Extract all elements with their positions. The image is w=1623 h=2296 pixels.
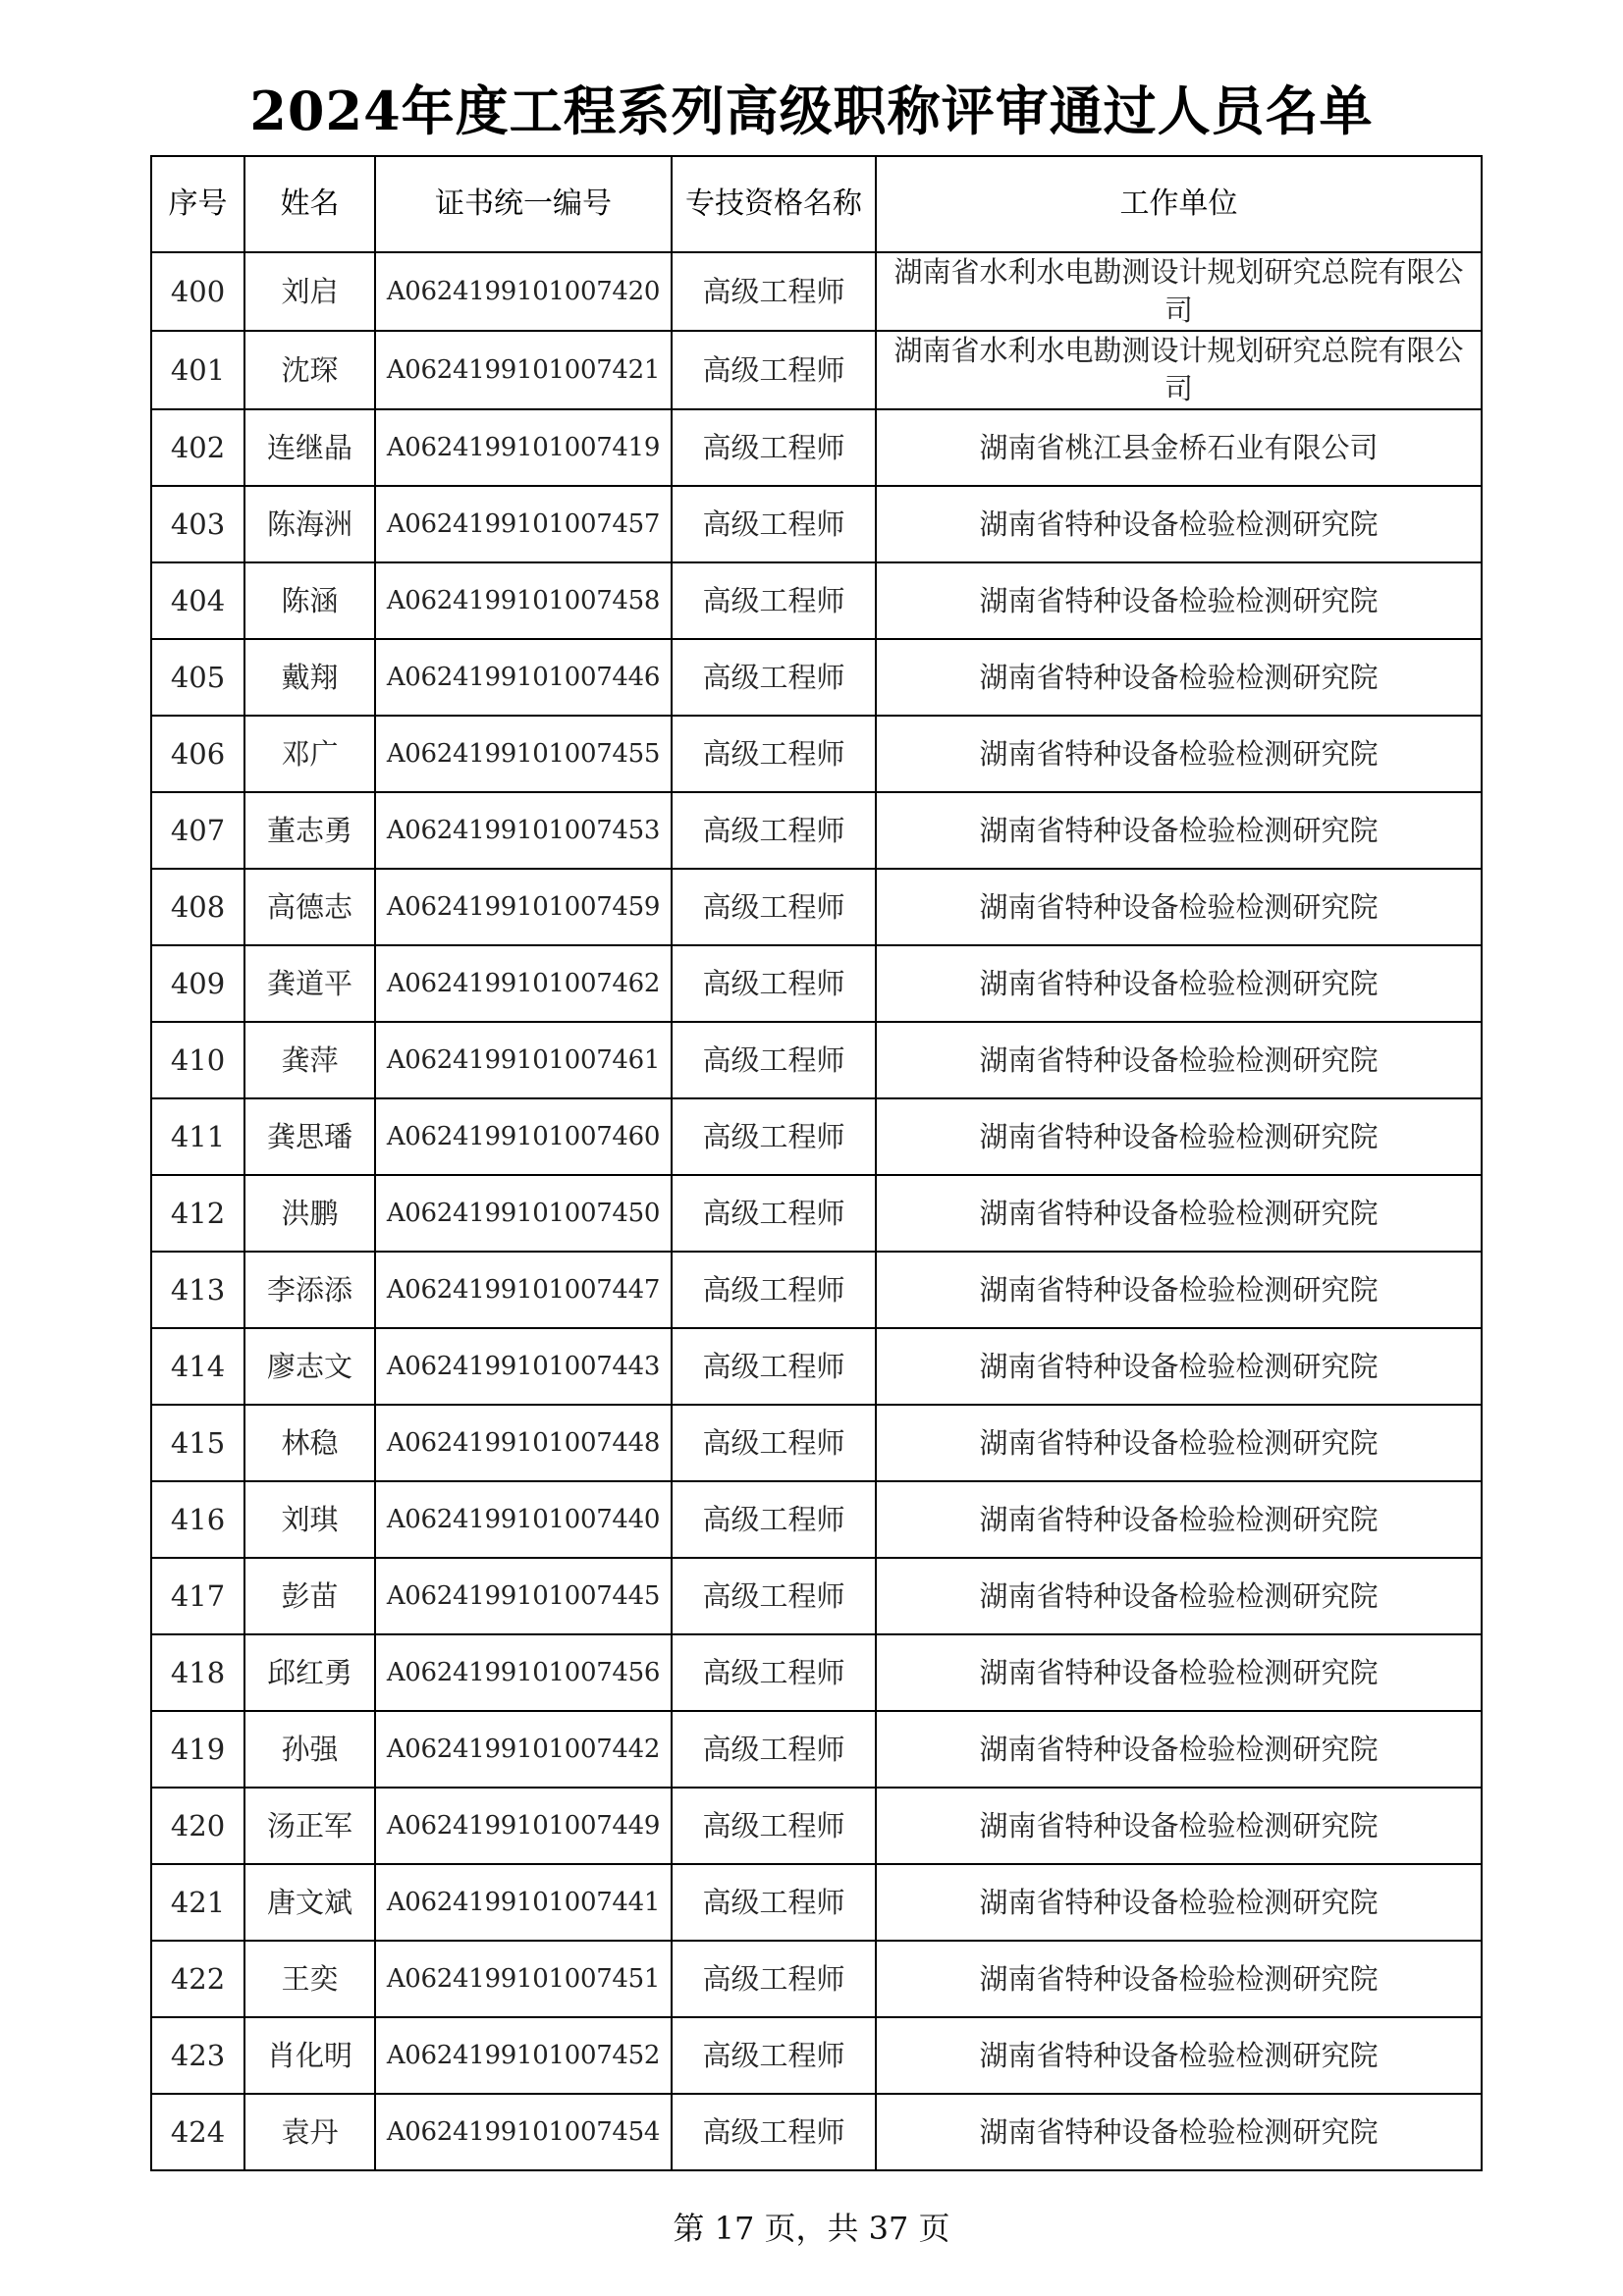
cell-seq: 414: [151, 1328, 244, 1405]
cell-cert: A0624199101007459: [375, 869, 672, 945]
cell-qualification: 高级工程师: [672, 792, 876, 869]
cell-qualification: 高级工程师: [672, 1252, 876, 1328]
cell-employer: 湖南省特种设备检验检测研究院: [876, 486, 1482, 562]
cell-qualification: 高级工程师: [672, 331, 876, 409]
cell-name: 高德志: [244, 869, 375, 945]
cell-employer: 湖南省特种设备检验检测研究院: [876, 1864, 1482, 1941]
table-row: [151, 1634, 1482, 1711]
cell-employer: 湖南省特种设备检验检测研究院: [876, 1481, 1482, 1558]
cell-qualification: 高级工程师: [672, 716, 876, 792]
cell-employer: 湖南省特种设备检验检测研究院: [876, 792, 1482, 869]
cell-qualification: 高级工程师: [672, 252, 876, 331]
cell-cert: A0624199101007451: [375, 1941, 672, 2017]
cell-qualification: 高级工程师: [672, 486, 876, 562]
cell-name: 唐文斌: [244, 1864, 375, 1941]
cell-employer: 湖南省特种设备检验检测研究院: [876, 1405, 1482, 1481]
cell-cert: A0624199101007462: [375, 945, 672, 1022]
table-row: [151, 869, 1482, 945]
cell-qualification: 高级工程师: [672, 1022, 876, 1098]
header-name: 姓名: [244, 156, 375, 252]
table-row: [151, 1864, 1482, 1941]
cell-name: 陈涵: [244, 562, 375, 639]
cell-employer: 湖南省特种设备检验检测研究院: [876, 1175, 1482, 1252]
table-row: [151, 1788, 1482, 1864]
cell-cert: A0624199101007445: [375, 1558, 672, 1634]
cell-cert: A0624199101007449: [375, 1788, 672, 1864]
cell-seq: 411: [151, 1098, 244, 1175]
header-employer: 工作单位: [876, 156, 1482, 252]
cell-cert: A0624199101007458: [375, 562, 672, 639]
cell-employer: 湖南省特种设备检验检测研究院: [876, 716, 1482, 792]
table-header-row: [151, 156, 1482, 252]
cell-cert: A0624199101007455: [375, 716, 672, 792]
cell-qualification: 高级工程师: [672, 2017, 876, 2094]
cell-employer: 湖南省桃江县金桥石业有限公司: [876, 409, 1482, 486]
cell-qualification: 高级工程师: [672, 1175, 876, 1252]
cell-cert: A0624199101007446: [375, 639, 672, 716]
table-row: [151, 1175, 1482, 1252]
cell-name: 龚思璠: [244, 1098, 375, 1175]
cell-name: 董志勇: [244, 792, 375, 869]
cell-qualification: 高级工程师: [672, 1634, 876, 1711]
cell-employer: 湖南省特种设备检验检测研究院: [876, 1788, 1482, 1864]
cell-cert: A0624199101007421: [375, 331, 672, 409]
cell-seq: 424: [151, 2094, 244, 2170]
cell-employer: 湖南省特种设备检验检测研究院: [876, 562, 1482, 639]
cell-qualification: 高级工程师: [672, 639, 876, 716]
cell-employer: 湖南省特种设备检验检测研究院: [876, 2094, 1482, 2170]
cell-name: 肖化明: [244, 2017, 375, 2094]
cell-cert: A0624199101007460: [375, 1098, 672, 1175]
cell-qualification: 高级工程师: [672, 1941, 876, 2017]
cell-qualification: 高级工程师: [672, 1864, 876, 1941]
cell-seq: 420: [151, 1788, 244, 1864]
table-row: [151, 1328, 1482, 1405]
cell-seq: 419: [151, 1711, 244, 1788]
cell-employer: 湖南省特种设备检验检测研究院: [876, 1098, 1482, 1175]
cell-seq: 400: [151, 252, 244, 331]
cell-seq: 415: [151, 1405, 244, 1481]
cell-name: 林稳: [244, 1405, 375, 1481]
cell-employer: 湖南省特种设备检验检测研究院: [876, 1941, 1482, 2017]
cell-seq: 423: [151, 2017, 244, 2094]
table-row: [151, 1558, 1482, 1634]
cell-seq: 402: [151, 409, 244, 486]
cell-name: 王奕: [244, 1941, 375, 2017]
cell-seq: 405: [151, 639, 244, 716]
cell-cert: A0624199101007440: [375, 1481, 672, 1558]
cell-name: 连继晶: [244, 409, 375, 486]
cell-cert: A0624199101007420: [375, 252, 672, 331]
header-cert: 证书统一编号: [375, 156, 672, 252]
cell-employer: 湖南省特种设备检验检测研究院: [876, 945, 1482, 1022]
table-row: [151, 1405, 1482, 1481]
cell-employer: 湖南省特种设备检验检测研究院: [876, 2017, 1482, 2094]
cell-cert: A0624199101007419: [375, 409, 672, 486]
table-row: [151, 2017, 1482, 2094]
cell-name: 戴翔: [244, 639, 375, 716]
cell-qualification: 高级工程师: [672, 1098, 876, 1175]
cell-name: 李添添: [244, 1252, 375, 1328]
table-row: [151, 331, 1482, 409]
cell-employer: 湖南省特种设备检验检测研究院: [876, 1022, 1482, 1098]
table-row: [151, 562, 1482, 639]
cell-name: 沈琛: [244, 331, 375, 409]
cell-name: 袁丹: [244, 2094, 375, 2170]
cell-qualification: 高级工程师: [672, 562, 876, 639]
cell-name: 龚道平: [244, 945, 375, 1022]
cell-cert: A0624199101007448: [375, 1405, 672, 1481]
cell-employer: 湖南省特种设备检验检测研究院: [876, 1328, 1482, 1405]
table-row: [151, 2094, 1482, 2170]
cell-qualification: 高级工程师: [672, 945, 876, 1022]
cell-seq: 421: [151, 1864, 244, 1941]
cell-cert: A0624199101007456: [375, 1634, 672, 1711]
cell-qualification: 高级工程师: [672, 1558, 876, 1634]
cell-name: 孙强: [244, 1711, 375, 1788]
cell-qualification: 高级工程师: [672, 1711, 876, 1788]
cell-seq: 407: [151, 792, 244, 869]
table-row: [151, 1481, 1482, 1558]
cell-name: 邱红勇: [244, 1634, 375, 1711]
cell-seq: 408: [151, 869, 244, 945]
table-row: [151, 1941, 1482, 2017]
cell-cert: A0624199101007443: [375, 1328, 672, 1405]
cell-qualification: 高级工程师: [672, 1481, 876, 1558]
page-title: 2024年度工程系列高级职称评审通过人员名单: [249, 80, 1374, 142]
cell-cert: A0624199101007452: [375, 2017, 672, 2094]
cell-seq: 412: [151, 1175, 244, 1252]
header-seq: 序号: [151, 156, 244, 252]
cell-qualification: 高级工程师: [672, 869, 876, 945]
cell-name: 刘启: [244, 252, 375, 331]
cell-employer: 湖南省水利水电勘测设计规划研究总院有限公司: [876, 252, 1482, 331]
table-row: [151, 1022, 1482, 1098]
table-row: [151, 1098, 1482, 1175]
cell-seq: 418: [151, 1634, 244, 1711]
page-number: 第 17 页，共 37 页: [673, 2210, 950, 2247]
cell-seq: 422: [151, 1941, 244, 2017]
cell-name: 汤正军: [244, 1788, 375, 1864]
cell-seq: 416: [151, 1481, 244, 1558]
header-qualification: 专技资格名称: [672, 156, 876, 252]
cell-qualification: 高级工程师: [672, 409, 876, 486]
cell-cert: A0624199101007453: [375, 792, 672, 869]
cell-employer: 湖南省特种设备检验检测研究院: [876, 1558, 1482, 1634]
table-row: [151, 1252, 1482, 1328]
table-row: [151, 792, 1482, 869]
cell-qualification: 高级工程师: [672, 2094, 876, 2170]
cell-seq: 406: [151, 716, 244, 792]
table-row: [151, 716, 1482, 792]
table-row: [151, 1711, 1482, 1788]
cell-seq: 404: [151, 562, 244, 639]
cell-seq: 401: [151, 331, 244, 409]
cell-name: 邓广: [244, 716, 375, 792]
table-row: [151, 409, 1482, 486]
cell-employer: 湖南省特种设备检验检测研究院: [876, 1252, 1482, 1328]
cell-name: 洪鹏: [244, 1175, 375, 1252]
cell-employer: 湖南省特种设备检验检测研究院: [876, 639, 1482, 716]
cell-cert: A0624199101007450: [375, 1175, 672, 1252]
cell-cert: A0624199101007442: [375, 1711, 672, 1788]
cell-seq: 410: [151, 1022, 244, 1098]
cell-employer: 湖南省特种设备检验检测研究院: [876, 869, 1482, 945]
cell-qualification: 高级工程师: [672, 1328, 876, 1405]
table-row: [151, 486, 1482, 562]
cell-name: 彭苗: [244, 1558, 375, 1634]
cell-qualification: 高级工程师: [672, 1788, 876, 1864]
table-row: [151, 252, 1482, 331]
table-body: [151, 252, 1482, 2170]
cell-seq: 417: [151, 1558, 244, 1634]
table-row: [151, 945, 1482, 1022]
cell-name: 廖志文: [244, 1328, 375, 1405]
cell-cert: A0624199101007457: [375, 486, 672, 562]
roster-table: [150, 155, 1483, 2171]
cell-cert: A0624199101007447: [375, 1252, 672, 1328]
cell-cert: A0624199101007441: [375, 1864, 672, 1941]
cell-qualification: 高级工程师: [672, 1405, 876, 1481]
cell-employer: 湖南省特种设备检验检测研究院: [876, 1711, 1482, 1788]
cell-name: 龚萍: [244, 1022, 375, 1098]
cell-employer: 湖南省水利水电勘测设计规划研究总院有限公司: [876, 331, 1482, 409]
cell-employer: 湖南省特种设备检验检测研究院: [876, 1634, 1482, 1711]
table-row: [151, 639, 1482, 716]
cell-seq: 409: [151, 945, 244, 1022]
cell-name: 刘琪: [244, 1481, 375, 1558]
cell-cert: A0624199101007461: [375, 1022, 672, 1098]
cell-seq: 403: [151, 486, 244, 562]
cell-seq: 413: [151, 1252, 244, 1328]
cell-cert: A0624199101007454: [375, 2094, 672, 2170]
cell-name: 陈海洲: [244, 486, 375, 562]
